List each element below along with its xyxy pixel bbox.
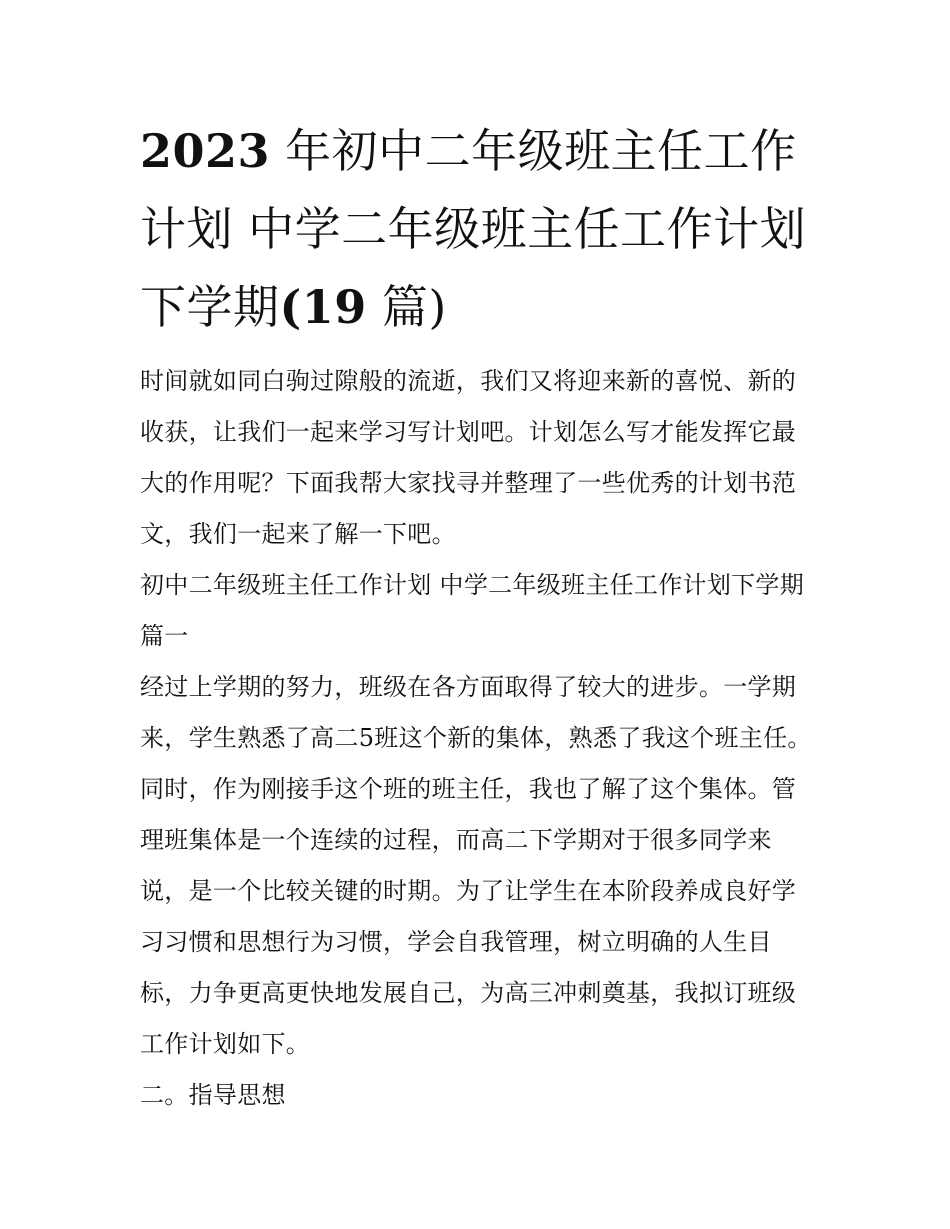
title-count: (19 (279, 280, 367, 334)
article-heading: 初中二年级班主任工作计划 中学二年级班主任工作计划下学期篇一 (140, 571, 805, 650)
title-year: 2023 (140, 124, 271, 178)
title-count-suffix: 篇) (381, 280, 447, 334)
body-paragraph: 经过上学期的努力，班级在各方面取得了较大的进步。一学期来，学生熟悉了高二5班这个新的集体，熟悉了我这个班主任。同时，作为刚接手这个班的班主任，我也了解了这个集体。管理班集体是一个连续的过程，而高二下学期对于很多同学来说，是一个比较关键的时期。为了让学生在本阶段养成良好学习习惯和思想行为习惯，学会自我管理，树立明确的人生目标，力争更高更快地发展自己，为高三冲刺奠基，我拟订班级工作计划如下。 (140, 673, 812, 1058)
title-text: 年初中二年级班主任工作计划 中学二年级班主任工作计划下学期 (140, 124, 807, 334)
section-heading: 二。指导思想 (140, 1081, 286, 1109)
document-title (140, 112, 815, 346)
document-page (140, 112, 815, 1121)
intro-paragraph: 时间就如同白驹过隙般的流逝，我们又将迎来新的喜悦、新的收获，让我们一起来学习写计划吧。计划怎么写才能发挥它最大的作用呢？下面我帮大家找寻并整理了一些优秀的计划书范文，我们一起来了解一下吧。 (140, 367, 797, 548)
